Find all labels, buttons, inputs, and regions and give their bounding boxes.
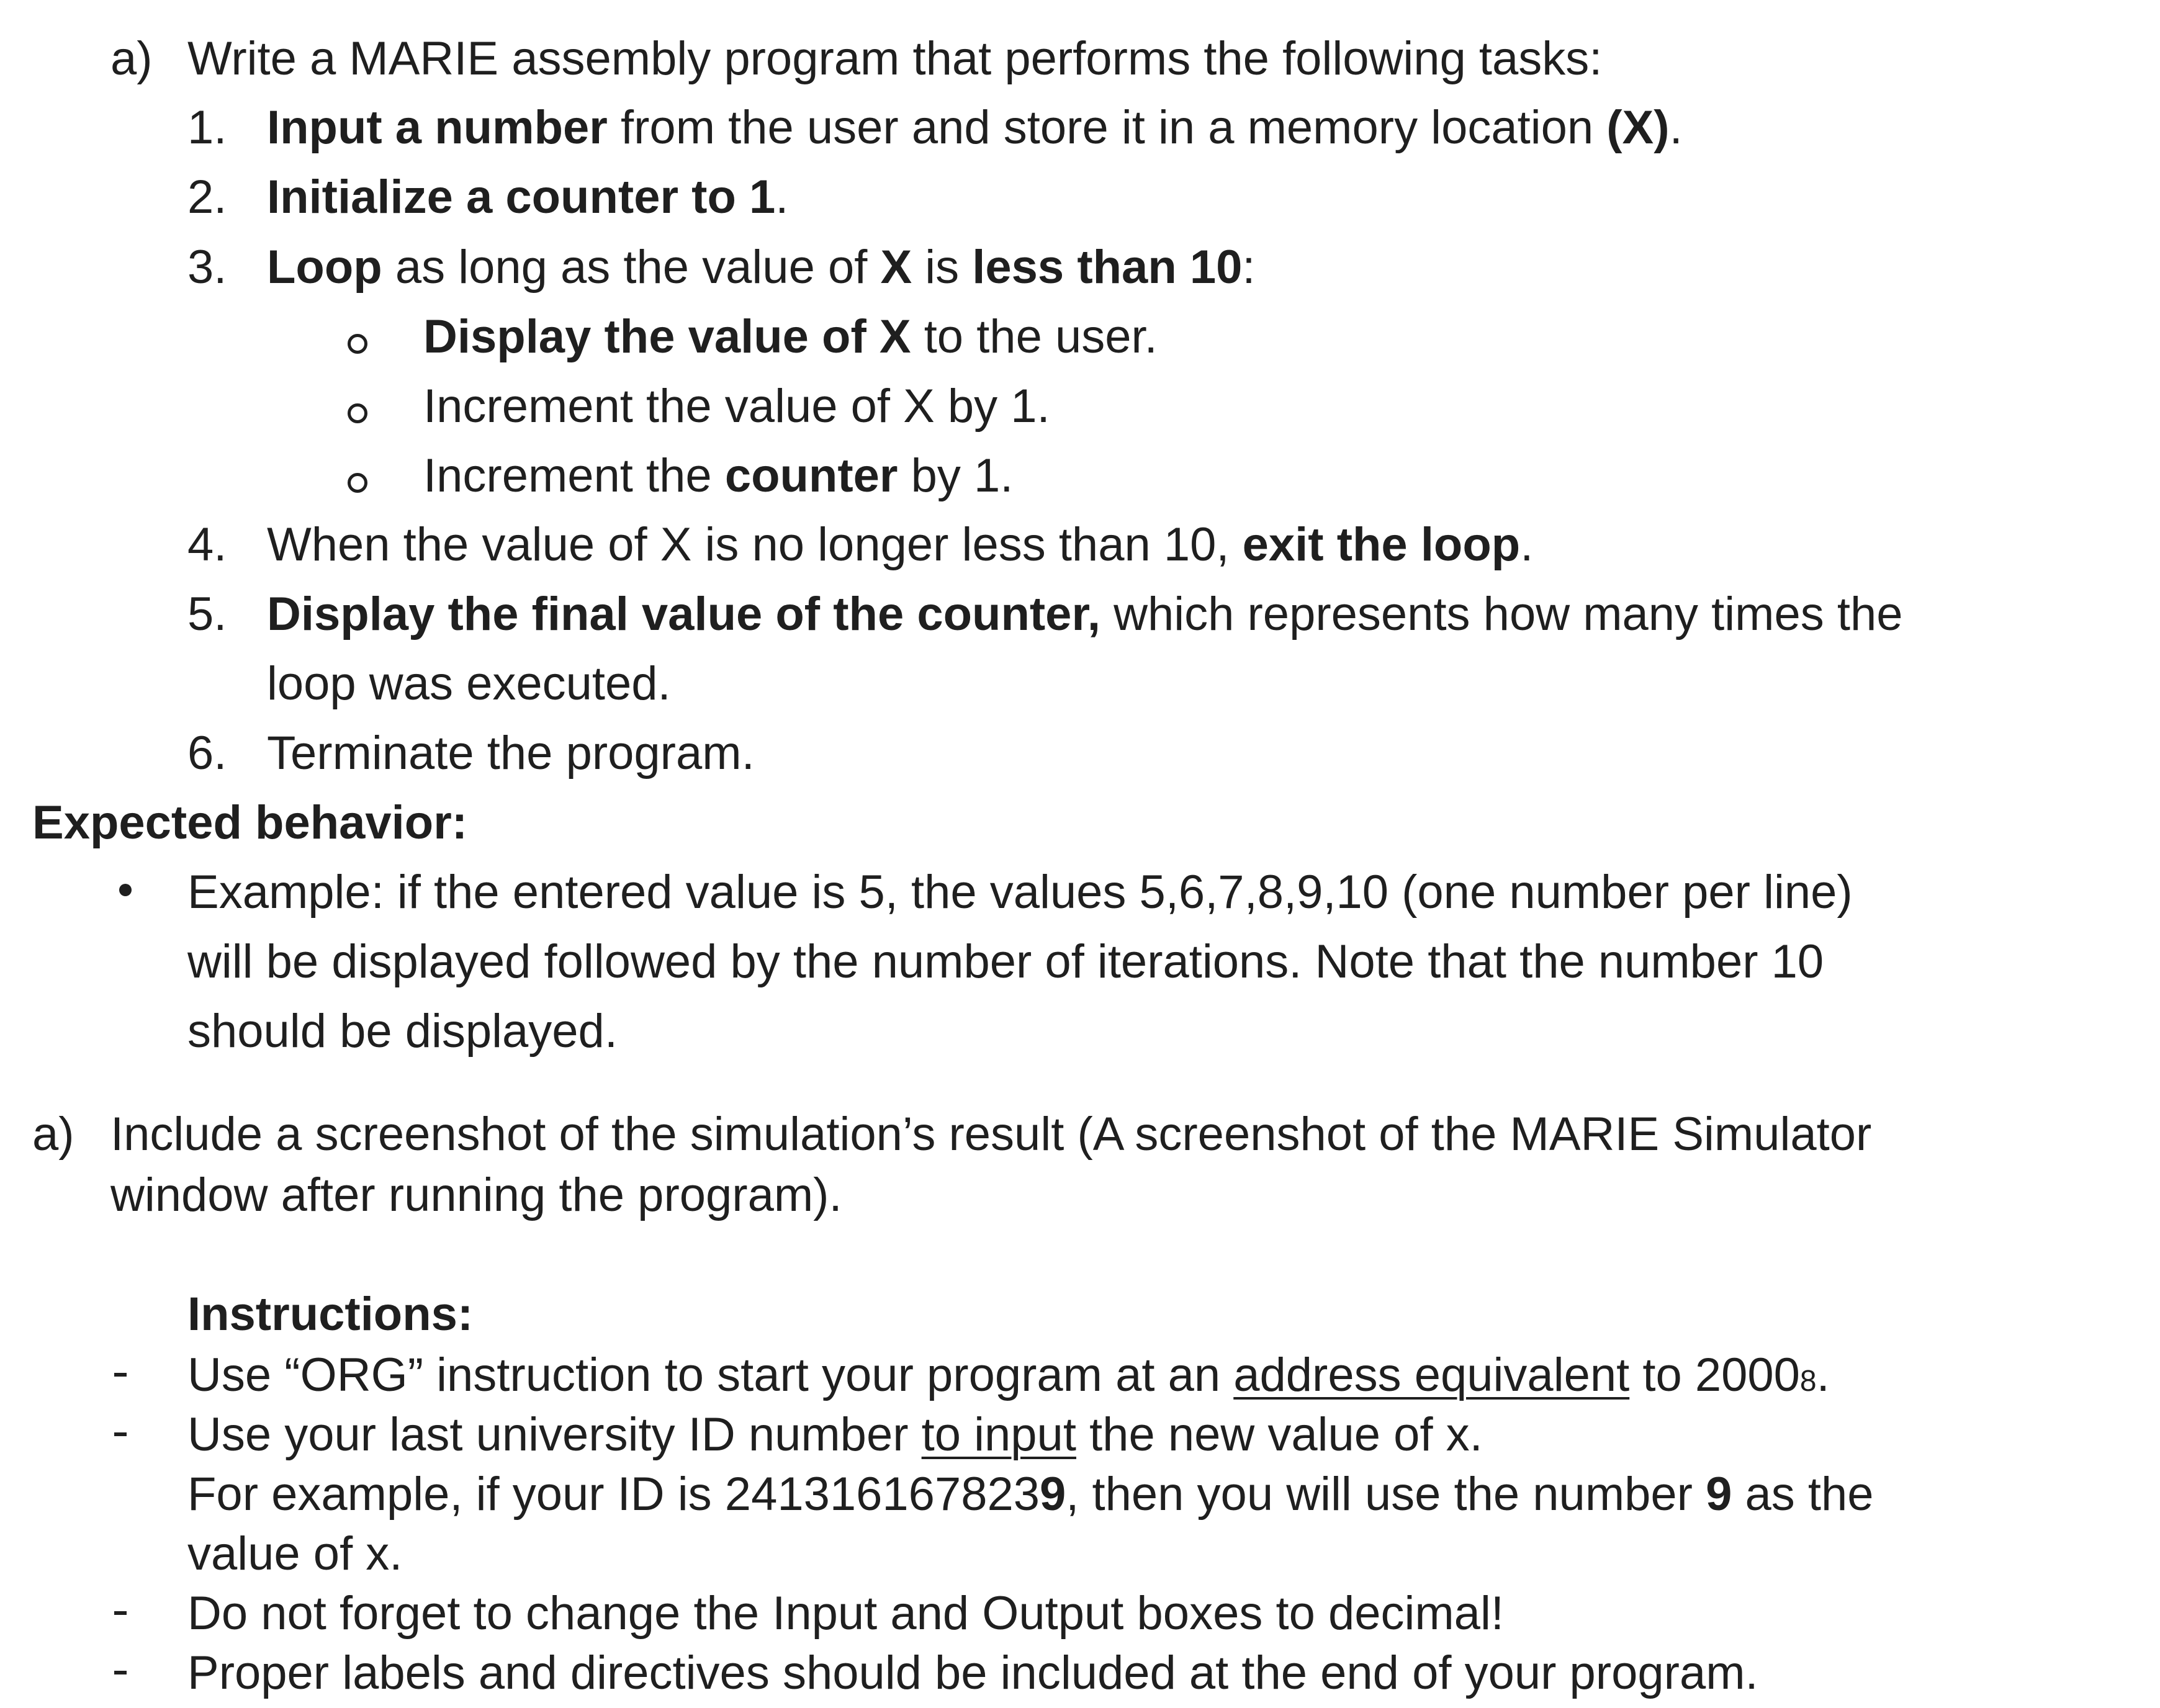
circle-bullet-icon bbox=[348, 403, 367, 423]
instruction-decimal: Do not forget to change the Input and Output boxes to decimal! bbox=[187, 1587, 1504, 1640]
step-3-number: 3. bbox=[187, 241, 227, 294]
dash-bullet-icon bbox=[114, 1611, 127, 1615]
part-a-label: a) bbox=[110, 32, 153, 85]
step-2-number: 2. bbox=[187, 171, 227, 223]
expected-line-2: will be displayed followed by the number of iterations. Note that the number 10 bbox=[187, 935, 1824, 988]
step-3-text: Loop as long as the value of X is less than 10: bbox=[267, 241, 1256, 294]
bullet-dot-icon bbox=[119, 884, 132, 896]
dash-bullet-icon bbox=[114, 1373, 127, 1377]
step-4-number: 4. bbox=[187, 518, 227, 571]
step-4-text: When the value of X is no longer less than 10, exit the loop. bbox=[267, 518, 1534, 571]
step-5-number: 5. bbox=[187, 588, 227, 640]
dash-bullet-icon bbox=[114, 1432, 127, 1436]
instructions-heading: Instructions: bbox=[187, 1288, 474, 1341]
instruction-id-example: For example, if your ID is 2413161678239, then you will use the number 9 as the bbox=[187, 1468, 1874, 1521]
step-6-text: Terminate the program. bbox=[267, 727, 755, 780]
instruction-labels: Proper labels and directives should be included at the end of your program. bbox=[187, 1647, 1758, 1699]
part-b-label: a) bbox=[32, 1108, 74, 1161]
part-b-line-1: Include a screenshot of the simulation’s result (A screenshot of the MARIE Simulator bbox=[110, 1108, 1872, 1161]
step-6-number: 6. bbox=[187, 727, 227, 780]
part-b-line-2: window after running the program). bbox=[110, 1169, 842, 1221]
expected-behavior-heading: Expected behavior: bbox=[32, 796, 468, 849]
circle-bullet-icon bbox=[348, 473, 367, 493]
expected-line-3: should be displayed. bbox=[187, 1005, 618, 1058]
dash-bullet-icon bbox=[114, 1671, 127, 1674]
expected-line-1: Example: if the entered value is 5, the values 5,6,7,8,9,10 (one number per line) bbox=[187, 866, 1853, 919]
instruction-id-continuation: value of x. bbox=[187, 1527, 403, 1580]
step-2-text: Initialize a counter to 1. bbox=[267, 171, 789, 223]
instruction-org: Use “ORG” instruction to start your program at an address equivalent to 20008. bbox=[187, 1349, 1830, 1401]
step-1-number: 1. bbox=[187, 101, 227, 154]
sub-step-increment-counter: Increment the counter by 1. bbox=[423, 449, 1014, 502]
instruction-id: Use your last university ID number to input the new value of x. bbox=[187, 1408, 1483, 1461]
sub-step-increment-x: Increment the value of X by 1. bbox=[423, 380, 1050, 433]
step-5-continuation: loop was executed. bbox=[267, 657, 671, 710]
step-5-text: Display the final value of the counter, which represents how many times the bbox=[267, 588, 1903, 640]
step-1-text: Input a number from the user and store it in a memory location (X). bbox=[267, 101, 1683, 154]
circle-bullet-icon bbox=[348, 334, 367, 354]
part-a-intro: Write a MARIE assembly program that performs the following tasks: bbox=[187, 32, 1603, 85]
sub-step-display-x: Display the value of X to the user. bbox=[423, 310, 1158, 363]
